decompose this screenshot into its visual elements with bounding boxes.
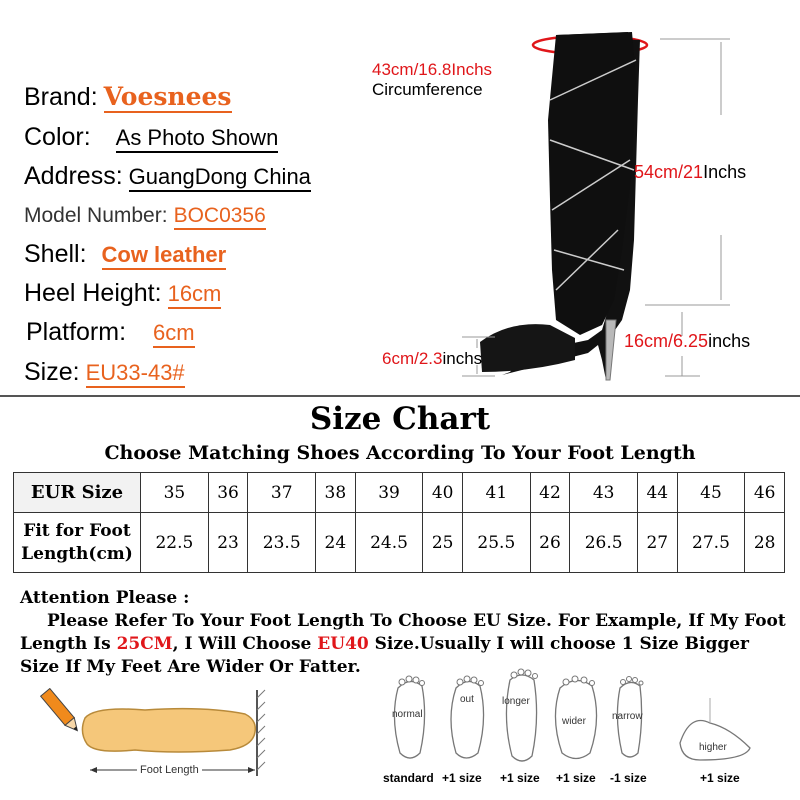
foot-type-fit: +1 size — [500, 771, 540, 785]
platform-height-measure: 6cm/2.3inchs — [382, 349, 483, 368]
foot-type-label: wider — [562, 716, 586, 727]
eur-size-cell: 37 — [248, 473, 316, 513]
address-value: GuangDong China — [129, 164, 311, 192]
foot-length-row — [14, 513, 785, 573]
eur-size-cell: 40 — [423, 473, 463, 513]
example-size: EU40 — [317, 633, 369, 654]
foot-length-cell: 27 — [638, 513, 678, 573]
section-divider — [0, 395, 800, 397]
eur-size-cell: 36 — [208, 473, 248, 513]
heel-row — [24, 281, 221, 306]
shell-row — [24, 242, 226, 267]
pencil-icon — [41, 689, 82, 735]
eur-size-cell: 46 — [745, 473, 785, 513]
brand-label: Brand: — [24, 83, 98, 111]
platform-row — [26, 320, 195, 345]
foot-length-header: Fit for Foot Length(cm) — [14, 513, 141, 573]
foot-type-label: narrow — [612, 711, 643, 722]
example-length: 25CM — [116, 633, 173, 654]
foot-type-label: longer — [502, 696, 530, 707]
foot-length-cell: 25.5 — [462, 513, 530, 573]
brand-value: Voesnees — [103, 82, 232, 111]
foot-length-cell: 26.5 — [570, 513, 638, 573]
heel-value: 16cm — [168, 281, 222, 309]
foot-length-label: Foot Length — [137, 764, 202, 776]
foot-length-cell: 27.5 — [677, 513, 745, 573]
foot-length-cell: 24 — [316, 513, 356, 573]
foot-outline-out — [451, 681, 484, 758]
foot-length-cell: 26 — [530, 513, 570, 573]
address-label: Address: — [24, 162, 123, 190]
eur-size-cell: 44 — [638, 473, 678, 513]
foot-length-cell: 25 — [423, 513, 463, 573]
foot-type-fit: standard — [383, 771, 434, 785]
brand-row — [24, 84, 232, 110]
heel-label: Heel Height: — [24, 279, 162, 307]
model-value: BOC0356 — [174, 204, 266, 230]
eur-size-cell: 35 — [141, 473, 209, 513]
foot-type-fit: +1 size — [556, 771, 596, 785]
foot-outline-higher — [680, 721, 750, 761]
model-label: Model Number: — [24, 204, 168, 227]
eur-size-row — [14, 473, 785, 513]
eur-size-cell: 45 — [677, 473, 745, 513]
size-label: Size: — [24, 358, 80, 386]
platform-value: 6cm — [153, 320, 195, 348]
eur-size-cell: 39 — [355, 473, 423, 513]
eur-size-cell: 42 — [530, 473, 570, 513]
shell-value: Cow leather — [102, 242, 227, 270]
platform-label: Platform: — [26, 318, 127, 346]
size-value: EU33-43# — [86, 360, 185, 388]
attention-title: Attention Please : — [20, 588, 190, 608]
heel-height-measure: 16cm/6.25inchs — [624, 331, 751, 351]
color-row — [24, 125, 278, 150]
foot-length-cell: 22.5 — [141, 513, 209, 573]
color-value: As Photo Shown — [116, 125, 279, 153]
circumference-label: Circumference — [372, 80, 483, 100]
shaft-height-measure: 54cm/21Inchs — [634, 162, 747, 182]
foot-type-fit: +1 size — [442, 771, 482, 785]
eur-size-cell: 38 — [316, 473, 356, 513]
foot-length-cell: 24.5 — [355, 513, 423, 573]
eur-size-header: EUR Size — [14, 473, 141, 513]
size-table — [13, 472, 785, 573]
model-row — [24, 205, 266, 226]
foot-type-fit: +1 size — [700, 771, 740, 785]
eur-size-cell: 43 — [570, 473, 638, 513]
foot-type-label: higher — [699, 742, 727, 753]
wall-hatch — [257, 690, 265, 770]
metal-heel — [606, 320, 616, 380]
size-row — [24, 360, 185, 385]
foot-length-cell: 23.5 — [248, 513, 316, 573]
attention-text: Please Refer To Your Foot Length To Choose EU Size. For Example, If My Foot Length Is 25CM, I Will Choose EU40 Size.Usually I will choose 1 Size Bigger Size If My Feet Are Wider Or Fatter. — [20, 611, 786, 677]
boot-platform — [480, 324, 575, 372]
size-chart-title: Size Chart — [309, 401, 491, 437]
address-row — [24, 164, 311, 189]
eur-size-cell: 41 — [462, 473, 530, 513]
shell-label: Shell: — [24, 240, 87, 268]
size-chart-subtitle: Choose Matching Shoes According To Your Foot Length — [104, 442, 696, 464]
foot-type-label: out — [460, 694, 474, 705]
foot-shape — [82, 709, 255, 752]
foot-length-cell: 23 — [208, 513, 248, 573]
foot-outline-longer — [506, 675, 536, 761]
foot-length-cell: 28 — [745, 513, 785, 573]
foot-type-fit: -1 size — [610, 771, 647, 785]
color-label: Color: — [24, 123, 91, 151]
circumference-measure: 43cm/16.8Inchs Circumference — [372, 60, 493, 100]
foot-type-label: normal — [392, 709, 423, 720]
